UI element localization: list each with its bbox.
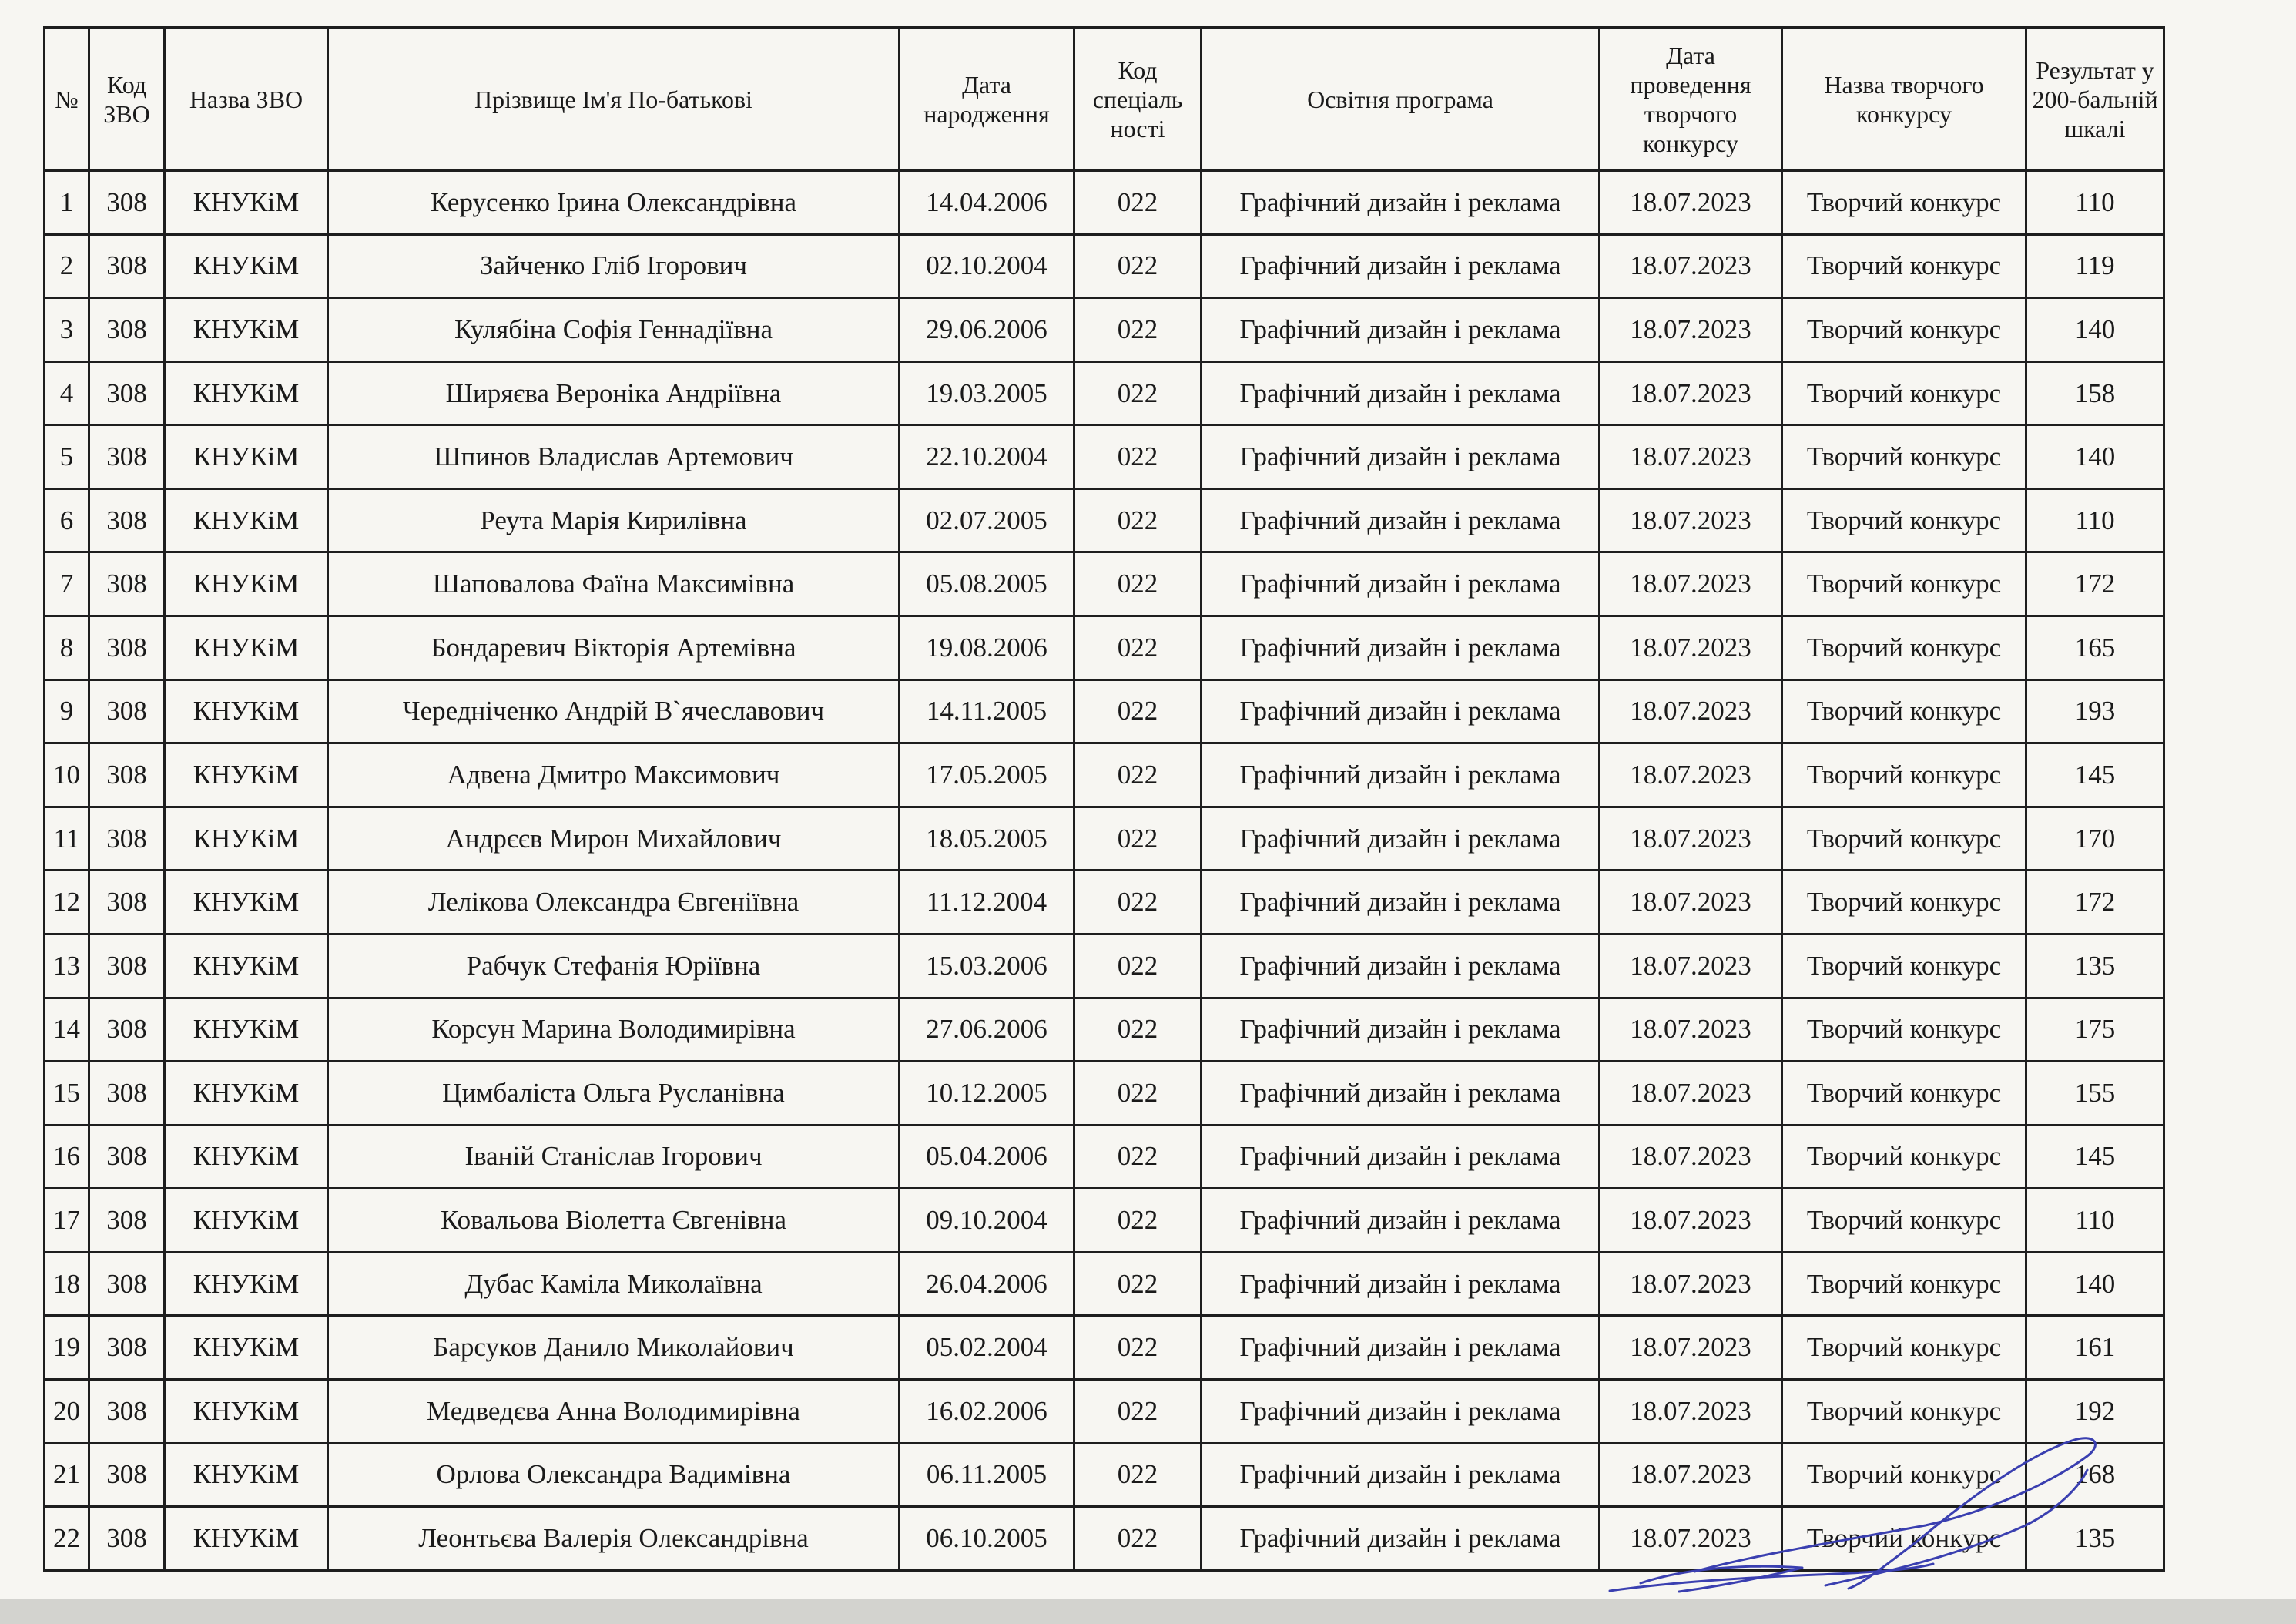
score-cell: 119 (2026, 234, 2164, 298)
table-body (45, 171, 2164, 1571)
score-cell: 165 (2026, 616, 2164, 680)
zvo-code-cell: 308 (89, 807, 165, 871)
full-name-cell: Медведєва Анна Володимирівна (328, 1379, 900, 1443)
row-num-cell: 3 (45, 298, 89, 362)
full-name-cell: Андрєєв Мирон Михайлович (328, 807, 900, 871)
score-cell: 110 (2026, 488, 2164, 552)
zvo-name-cell: КНУКіМ (165, 298, 328, 362)
zvo-code-cell: 308 (89, 616, 165, 680)
specialty-code-cell: 022 (1074, 1189, 1202, 1253)
table-row (45, 1125, 2164, 1189)
row-num-cell: 10 (45, 743, 89, 807)
score-cell: 110 (2026, 1189, 2164, 1253)
contest-name-cell: Творчий конкурс (1782, 998, 2026, 1062)
full-name-cell: Ковальова Віолетта Євгенівна (328, 1189, 900, 1253)
zvo-name-cell: КНУКіМ (165, 171, 328, 235)
table-row (45, 934, 2164, 998)
contest-name-cell: Творчий конкурс (1782, 1189, 2026, 1253)
header-birth-date: Дата народження (900, 28, 1074, 171)
zvo-name-cell: КНУКіМ (165, 807, 328, 871)
score-cell: 110 (2026, 171, 2164, 235)
zvo-code-cell: 308 (89, 171, 165, 235)
contest-name-cell: Творчий конкурс (1782, 616, 2026, 680)
contest-name-cell: Творчий конкурс (1782, 1316, 2026, 1380)
full-name-cell: Барсуков Данило Миколайович (328, 1316, 900, 1380)
contest-date-cell: 18.07.2023 (1600, 1443, 1782, 1507)
program-cell: Графічний дизайн і реклама (1202, 679, 1600, 743)
program-cell: Графічний дизайн і реклама (1202, 807, 1600, 871)
row-num-cell: 20 (45, 1379, 89, 1443)
full-name-cell: Рабчук Стефанія Юріївна (328, 934, 900, 998)
birth-date-cell: 02.10.2004 (900, 234, 1074, 298)
header-contest-name: Назва творчого конкурсу (1782, 28, 2026, 171)
row-num-cell: 1 (45, 171, 89, 235)
row-num-cell: 14 (45, 998, 89, 1062)
results-table (43, 26, 2165, 1572)
birth-date-cell: 05.02.2004 (900, 1316, 1074, 1380)
row-num-cell: 21 (45, 1443, 89, 1507)
contest-date-cell: 18.07.2023 (1600, 1062, 1782, 1126)
table-row (45, 425, 2164, 489)
zvo-name-cell: КНУКіМ (165, 1252, 328, 1316)
program-cell: Графічний дизайн і реклама (1202, 1062, 1600, 1126)
table-row (45, 1062, 2164, 1126)
zvo-name-cell: КНУКіМ (165, 234, 328, 298)
contest-date-cell: 18.07.2023 (1600, 1507, 1782, 1571)
score-cell: 170 (2026, 807, 2164, 871)
table-row (45, 679, 2164, 743)
row-num-cell: 17 (45, 1189, 89, 1253)
birth-date-cell: 06.10.2005 (900, 1507, 1074, 1571)
contest-name-cell: Творчий конкурс (1782, 1507, 2026, 1571)
zvo-name-cell: КНУКіМ (165, 1316, 328, 1380)
birth-date-cell: 10.12.2005 (900, 1062, 1074, 1126)
specialty-code-cell: 022 (1074, 1062, 1202, 1126)
contest-date-cell: 18.07.2023 (1600, 679, 1782, 743)
contest-name-cell: Творчий конкурс (1782, 1252, 2026, 1316)
zvo-name-cell: КНУКіМ (165, 1125, 328, 1189)
score-cell: 168 (2026, 1443, 2164, 1507)
header-zvo-name: Назва ЗВО (165, 28, 328, 171)
row-num-cell: 4 (45, 361, 89, 425)
full-name-cell: Шаповалова Фаїна Максимівна (328, 552, 900, 616)
score-cell: 158 (2026, 361, 2164, 425)
table-row (45, 171, 2164, 235)
header-specialty-code: Код спеціаль ності (1074, 28, 1202, 171)
birth-date-cell: 11.12.2004 (900, 871, 1074, 934)
zvo-name-cell: КНУКіМ (165, 1507, 328, 1571)
contest-name-cell: Творчий конкурс (1782, 1379, 2026, 1443)
zvo-code-cell: 308 (89, 488, 165, 552)
row-num-cell: 8 (45, 616, 89, 680)
row-num-cell: 15 (45, 1062, 89, 1126)
program-cell: Графічний дизайн і реклама (1202, 488, 1600, 552)
full-name-cell: Кулябіна Софія Геннадіївна (328, 298, 900, 362)
header-score: Результат у 200-бальній шкалі (2026, 28, 2164, 171)
score-cell: 161 (2026, 1316, 2164, 1380)
zvo-code-cell: 308 (89, 871, 165, 934)
contest-date-cell: 18.07.2023 (1600, 552, 1782, 616)
contest-name-cell: Творчий конкурс (1782, 171, 2026, 235)
specialty-code-cell: 022 (1074, 1507, 1202, 1571)
zvo-code-cell: 308 (89, 1507, 165, 1571)
specialty-code-cell: 022 (1074, 1316, 1202, 1380)
zvo-code-cell: 308 (89, 998, 165, 1062)
zvo-code-cell: 308 (89, 1379, 165, 1443)
specialty-code-cell: 022 (1074, 552, 1202, 616)
table-row (45, 552, 2164, 616)
specialty-code-cell: 022 (1074, 871, 1202, 934)
contest-date-cell: 18.07.2023 (1600, 234, 1782, 298)
program-cell: Графічний дизайн і реклама (1202, 234, 1600, 298)
specialty-code-cell: 022 (1074, 1125, 1202, 1189)
specialty-code-cell: 022 (1074, 1379, 1202, 1443)
row-num-cell: 5 (45, 425, 89, 489)
specialty-code-cell: 022 (1074, 743, 1202, 807)
zvo-name-cell: КНУКіМ (165, 679, 328, 743)
birth-date-cell: 09.10.2004 (900, 1189, 1074, 1253)
contest-name-cell: Творчий конкурс (1782, 1062, 2026, 1126)
zvo-code-cell: 308 (89, 679, 165, 743)
full-name-cell: Шпинов Владислав Артемович (328, 425, 900, 489)
zvo-code-cell: 308 (89, 361, 165, 425)
zvo-name-cell: КНУКіМ (165, 1379, 328, 1443)
program-cell: Графічний дизайн і реклама (1202, 934, 1600, 998)
specialty-code-cell: 022 (1074, 298, 1202, 362)
program-cell: Графічний дизайн і реклама (1202, 298, 1600, 362)
program-cell: Графічний дизайн і реклама (1202, 616, 1600, 680)
specialty-code-cell: 022 (1074, 998, 1202, 1062)
contest-date-cell: 18.07.2023 (1600, 871, 1782, 934)
zvo-name-cell: КНУКіМ (165, 871, 328, 934)
table-row (45, 1316, 2164, 1380)
zvo-name-cell: КНУКіМ (165, 1189, 328, 1253)
header-contest-date: Дата проведення творчого конкурсу (1600, 28, 1782, 171)
birth-date-cell: 16.02.2006 (900, 1379, 1074, 1443)
zvo-code-cell: 308 (89, 552, 165, 616)
specialty-code-cell: 022 (1074, 934, 1202, 998)
specialty-code-cell: 022 (1074, 616, 1202, 680)
row-num-cell: 2 (45, 234, 89, 298)
contest-date-cell: 18.07.2023 (1600, 1252, 1782, 1316)
birth-date-cell: 19.08.2006 (900, 616, 1074, 680)
zvo-name-cell: КНУКіМ (165, 998, 328, 1062)
zvo-name-cell: КНУКіМ (165, 425, 328, 489)
row-num-cell: 12 (45, 871, 89, 934)
contest-name-cell: Творчий конкурс (1782, 679, 2026, 743)
specialty-code-cell: 022 (1074, 1252, 1202, 1316)
specialty-code-cell: 022 (1074, 171, 1202, 235)
header-zvo-code: Код ЗВО (89, 28, 165, 171)
score-cell: 172 (2026, 871, 2164, 934)
full-name-cell: Бондаревич Вікторія Артемівна (328, 616, 900, 680)
contest-date-cell: 18.07.2023 (1600, 616, 1782, 680)
contest-date-cell: 18.07.2023 (1600, 1379, 1782, 1443)
contest-date-cell: 18.07.2023 (1600, 998, 1782, 1062)
program-cell: Графічний дизайн і реклама (1202, 1507, 1600, 1571)
contest-name-cell: Творчий конкурс (1782, 361, 2026, 425)
zvo-code-cell: 308 (89, 1189, 165, 1253)
contest-name-cell: Творчий конкурс (1782, 234, 2026, 298)
zvo-code-cell: 308 (89, 234, 165, 298)
specialty-code-cell: 022 (1074, 1443, 1202, 1507)
zvo-name-cell: КНУКіМ (165, 1062, 328, 1126)
contest-date-cell: 18.07.2023 (1600, 1316, 1782, 1380)
program-cell: Графічний дизайн і реклама (1202, 871, 1600, 934)
contest-name-cell: Творчий конкурс (1782, 871, 2026, 934)
contest-name-cell: Творчий конкурс (1782, 1125, 2026, 1189)
full-name-cell: Леонтьєва Валерія Олександрівна (328, 1507, 900, 1571)
contest-date-cell: 18.07.2023 (1600, 807, 1782, 871)
table-row (45, 298, 2164, 362)
birth-date-cell: 14.11.2005 (900, 679, 1074, 743)
birth-date-cell: 27.06.2006 (900, 998, 1074, 1062)
scan-bottom-edge (0, 1599, 2296, 1624)
header-full-name: Прізвище Ім'я По-батькові (328, 28, 900, 171)
row-num-cell: 11 (45, 807, 89, 871)
contest-date-cell: 18.07.2023 (1600, 298, 1782, 362)
zvo-name-cell: КНУКіМ (165, 488, 328, 552)
header-row (45, 28, 2164, 171)
row-num-cell: 18 (45, 1252, 89, 1316)
zvo-name-cell: КНУКіМ (165, 743, 328, 807)
zvo-code-cell: 308 (89, 1316, 165, 1380)
table-row (45, 361, 2164, 425)
table-row (45, 1189, 2164, 1253)
specialty-code-cell: 022 (1074, 807, 1202, 871)
birth-date-cell: 15.03.2006 (900, 934, 1074, 998)
contest-date-cell: 18.07.2023 (1600, 425, 1782, 489)
contest-name-cell: Творчий конкурс (1782, 1443, 2026, 1507)
contest-name-cell: Творчий конкурс (1782, 743, 2026, 807)
program-cell: Графічний дизайн і реклама (1202, 1443, 1600, 1507)
contest-name-cell: Творчий конкурс (1782, 552, 2026, 616)
table-row (45, 616, 2164, 680)
birth-date-cell: 22.10.2004 (900, 425, 1074, 489)
contest-name-cell: Творчий конкурс (1782, 488, 2026, 552)
contest-date-cell: 18.07.2023 (1600, 1125, 1782, 1189)
program-cell: Графічний дизайн і реклама (1202, 1125, 1600, 1189)
program-cell: Графічний дизайн і реклама (1202, 361, 1600, 425)
row-num-cell: 22 (45, 1507, 89, 1571)
zvo-code-cell: 308 (89, 743, 165, 807)
specialty-code-cell: 022 (1074, 361, 1202, 425)
contest-date-cell: 18.07.2023 (1600, 361, 1782, 425)
full-name-cell: Лелікова Олександра Євгеніївна (328, 871, 900, 934)
full-name-cell: Зайченко Гліб Ігорович (328, 234, 900, 298)
birth-date-cell: 26.04.2006 (900, 1252, 1074, 1316)
full-name-cell: Іваній Станіслав Ігорович (328, 1125, 900, 1189)
birth-date-cell: 19.03.2005 (900, 361, 1074, 425)
program-cell: Графічний дизайн і реклама (1202, 1316, 1600, 1380)
zvo-name-cell: КНУКіМ (165, 616, 328, 680)
zvo-code-cell: 308 (89, 934, 165, 998)
birth-date-cell: 29.06.2006 (900, 298, 1074, 362)
birth-date-cell: 02.07.2005 (900, 488, 1074, 552)
table-row (45, 1507, 2164, 1571)
score-cell: 175 (2026, 998, 2164, 1062)
table-row (45, 1252, 2164, 1316)
zvo-code-cell: 308 (89, 1125, 165, 1189)
full-name-cell: Орлова Олександра Вадимівна (328, 1443, 900, 1507)
birth-date-cell: 05.04.2006 (900, 1125, 1074, 1189)
program-cell: Графічний дизайн і реклама (1202, 171, 1600, 235)
contest-date-cell: 18.07.2023 (1600, 171, 1782, 235)
score-cell: 140 (2026, 298, 2164, 362)
score-cell: 145 (2026, 1125, 2164, 1189)
table-row (45, 871, 2164, 934)
score-cell: 155 (2026, 1062, 2164, 1126)
zvo-code-cell: 308 (89, 1443, 165, 1507)
contest-date-cell: 18.07.2023 (1600, 488, 1782, 552)
header-program: Освітня програма (1202, 28, 1600, 171)
score-cell: 140 (2026, 425, 2164, 489)
program-cell: Графічний дизайн і реклама (1202, 743, 1600, 807)
row-num-cell: 19 (45, 1316, 89, 1380)
full-name-cell: Адвена Дмитро Максимович (328, 743, 900, 807)
full-name-cell: Ширяєва Вероніка Андріївна (328, 361, 900, 425)
birth-date-cell: 06.11.2005 (900, 1443, 1074, 1507)
table-row (45, 998, 2164, 1062)
full-name-cell: Цимбаліста Ольга Русланівна (328, 1062, 900, 1126)
zvo-name-cell: КНУКіМ (165, 552, 328, 616)
birth-date-cell: 18.05.2005 (900, 807, 1074, 871)
specialty-code-cell: 022 (1074, 488, 1202, 552)
row-num-cell: 16 (45, 1125, 89, 1189)
score-cell: 140 (2026, 1252, 2164, 1316)
contest-name-cell: Творчий конкурс (1782, 425, 2026, 489)
program-cell: Графічний дизайн і реклама (1202, 1189, 1600, 1253)
program-cell: Графічний дизайн і реклама (1202, 1379, 1600, 1443)
zvo-name-cell: КНУКіМ (165, 934, 328, 998)
zvo-name-cell: КНУКіМ (165, 361, 328, 425)
score-cell: 192 (2026, 1379, 2164, 1443)
score-cell: 145 (2026, 743, 2164, 807)
zvo-code-cell: 308 (89, 1062, 165, 1126)
contest-name-cell: Творчий конкурс (1782, 807, 2026, 871)
program-cell: Графічний дизайн і реклама (1202, 998, 1600, 1062)
row-num-cell: 9 (45, 679, 89, 743)
zvo-code-cell: 308 (89, 1252, 165, 1316)
program-cell: Графічний дизайн і реклама (1202, 425, 1600, 489)
full-name-cell: Корсун Марина Володимирівна (328, 998, 900, 1062)
full-name-cell: Дубас Каміла Миколаївна (328, 1252, 900, 1316)
birth-date-cell: 14.04.2006 (900, 171, 1074, 235)
table-row (45, 1379, 2164, 1443)
specialty-code-cell: 022 (1074, 679, 1202, 743)
contest-date-cell: 18.07.2023 (1600, 743, 1782, 807)
table-row (45, 1443, 2164, 1507)
specialty-code-cell: 022 (1074, 234, 1202, 298)
header-num: № (45, 28, 89, 171)
full-name-cell: Реута Марія Кирилівна (328, 488, 900, 552)
zvo-code-cell: 308 (89, 425, 165, 489)
contest-date-cell: 18.07.2023 (1600, 1189, 1782, 1253)
contest-name-cell: Творчий конкурс (1782, 298, 2026, 362)
full-name-cell: Чередніченко Андрій В`ячеславович (328, 679, 900, 743)
row-num-cell: 13 (45, 934, 89, 998)
table-row (45, 743, 2164, 807)
score-cell: 172 (2026, 552, 2164, 616)
program-cell: Графічний дизайн і реклама (1202, 552, 1600, 616)
table-row (45, 488, 2164, 552)
row-num-cell: 6 (45, 488, 89, 552)
table-header (45, 28, 2164, 171)
contest-date-cell: 18.07.2023 (1600, 934, 1782, 998)
full-name-cell: Керусенко Ірина Олександрівна (328, 171, 900, 235)
table-row (45, 807, 2164, 871)
score-cell: 193 (2026, 679, 2164, 743)
contest-name-cell: Творчий конкурс (1782, 934, 2026, 998)
row-num-cell: 7 (45, 552, 89, 616)
score-cell: 135 (2026, 934, 2164, 998)
specialty-code-cell: 022 (1074, 425, 1202, 489)
birth-date-cell: 17.05.2005 (900, 743, 1074, 807)
birth-date-cell: 05.08.2005 (900, 552, 1074, 616)
program-cell: Графічний дизайн і реклама (1202, 1252, 1600, 1316)
zvo-name-cell: КНУКіМ (165, 1443, 328, 1507)
table-row (45, 234, 2164, 298)
score-cell: 135 (2026, 1507, 2164, 1571)
zvo-code-cell: 308 (89, 298, 165, 362)
